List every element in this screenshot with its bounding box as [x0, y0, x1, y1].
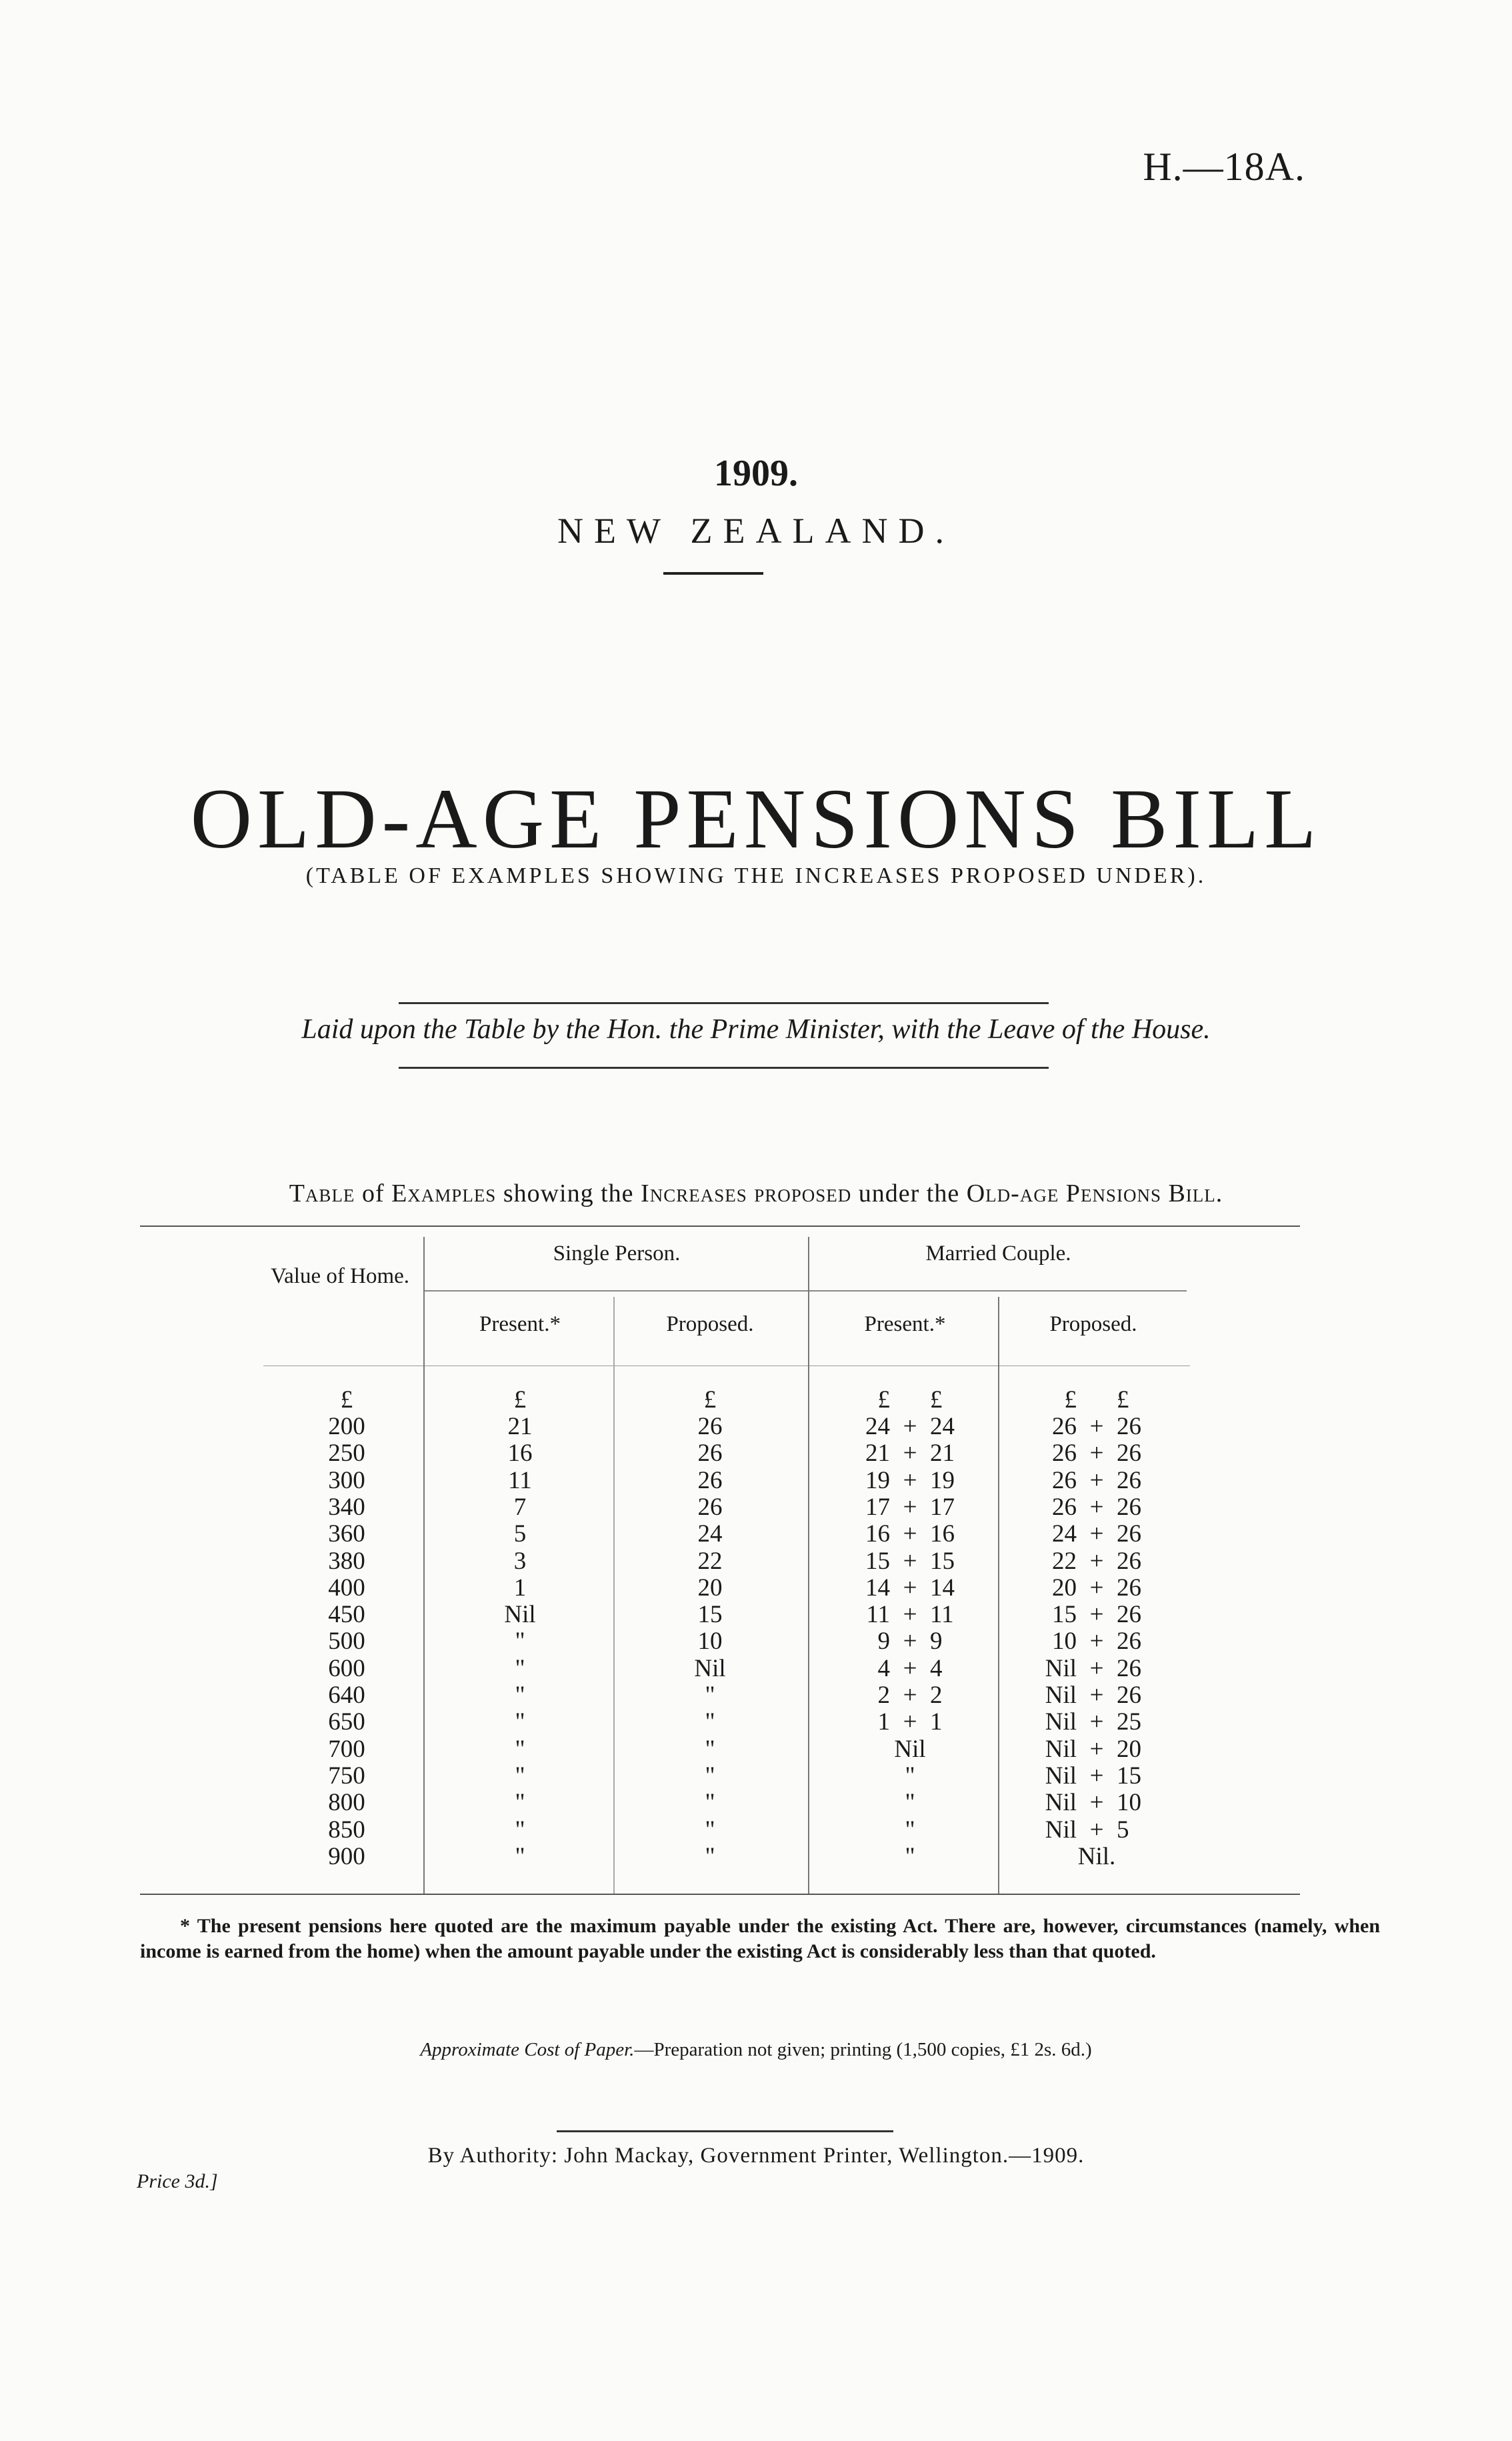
header-subrule [423, 1290, 1187, 1292]
cell-home-value: 340 [328, 1494, 365, 1521]
cell-home-value: 650 [328, 1708, 365, 1736]
married-amount-left: Nil [1045, 1762, 1077, 1790]
married-amount-left: Nil [1045, 1682, 1077, 1709]
married-operator: " [905, 1816, 915, 1844]
cell-single-proposed: " [705, 1682, 715, 1709]
cell-single-present: " [515, 1682, 525, 1709]
currency-left: £ [1064, 1386, 1077, 1414]
cell-home-value: 400 [328, 1574, 365, 1602]
cell-home-value: 800 [328, 1789, 365, 1816]
cell-single-proposed: " [705, 1762, 715, 1790]
currency-home: £ [340, 1386, 353, 1414]
caption-text: under the [858, 1179, 960, 1207]
married-amount-left: 26 [1052, 1413, 1077, 1440]
currency-right: £ [930, 1386, 943, 1414]
cell-married-proposed [1017, 1440, 1177, 1467]
married-operator: + [1089, 1736, 1104, 1763]
bill-title: OLD-AGE PENSIONS BILL [190, 771, 1322, 866]
married-amount-left: Nil [1045, 1736, 1077, 1763]
married-amount-left: 15 [865, 1548, 890, 1575]
cell-single-proposed: 24 [697, 1520, 723, 1548]
married-amount-right: 4 [930, 1655, 943, 1682]
cell-home-value: 360 [328, 1520, 365, 1548]
married-amount-right: 19 [930, 1467, 955, 1494]
header-married-proposed: Proposed. [1049, 1312, 1137, 1336]
header-single-person: Single Person. [553, 1242, 681, 1266]
married-amount-left: 16 [865, 1520, 890, 1548]
married-operator: + [903, 1440, 917, 1467]
married-amount-right: 2 [930, 1682, 943, 1709]
cell-single-proposed: 26 [697, 1467, 723, 1494]
married-amount-right: 26 [1117, 1682, 1141, 1709]
married-amount-left: 17 [865, 1494, 890, 1521]
cell-married-proposed [1017, 1548, 1177, 1575]
married-operator: + [903, 1494, 917, 1521]
caption-text: of [361, 1179, 385, 1207]
married-amount-left: Nil [1045, 1816, 1077, 1844]
married-amount-left: 10 [1052, 1628, 1077, 1655]
cell-married-present [830, 1602, 990, 1628]
cell-single-proposed: 26 [697, 1413, 723, 1440]
cell-single-present: " [515, 1628, 525, 1655]
married-operator: + [1089, 1682, 1104, 1709]
cell-married-proposed [1017, 1709, 1177, 1736]
cell-married-proposed [1017, 1628, 1177, 1655]
cell-married-proposed [1017, 1414, 1177, 1440]
laid-upon-table-note: Laid upon the Table by the Hon. the Prime Minister, with the Leave of the House. [301, 1014, 1211, 1045]
cell-married-proposed [1017, 1844, 1177, 1870]
married-operator: + [1089, 1628, 1104, 1655]
printer-authority: By Authority: John Mackay, Government Printer, Wellington.—1909. [427, 2144, 1085, 2168]
married-amount-left: 21 [865, 1440, 890, 1467]
cell-single-present: 3 [513, 1548, 527, 1575]
cell-single-present: " [515, 1736, 525, 1763]
price-note: Price 3d.] [137, 2170, 218, 2192]
cell-single-proposed: 22 [697, 1548, 723, 1575]
married-amount-left: Nil [1045, 1708, 1077, 1736]
married-amount-right: 14 [930, 1574, 955, 1602]
cell-single-present: " [515, 1655, 525, 1682]
cell-married-present [830, 1521, 990, 1548]
cell-single-present: " [515, 1762, 525, 1790]
bill-subtitle: (TABLE OF EXAMPLES SHOWING THE INCREASES PROPOSED UNDER). [305, 863, 1207, 888]
cell-home-value: 700 [328, 1736, 365, 1763]
header-married-present: Present.* [864, 1312, 946, 1336]
cell-home-value: 450 [328, 1601, 365, 1628]
currency-married-present [830, 1387, 990, 1414]
cost-text: —Preparation not given; printing (1,500 copies, £1 2s. 6d.) [634, 2039, 1092, 2060]
married-amount-right: 11 [930, 1601, 954, 1628]
married-amount-right: 24 [930, 1413, 955, 1440]
married-operator: + [903, 1655, 917, 1682]
married-amount-right: 20 [1117, 1736, 1141, 1763]
footnote: * The present pensions here quoted are the maximum payable under the existing Act. There are, however, circumstances (namely, when income is earned from the home) when the amount payable under the existing Act is considerably less than that quoted. [140, 1915, 1380, 1962]
cell-married-proposed [1017, 1575, 1177, 1602]
married-operator: + [903, 1574, 917, 1602]
married-amount-right: 26 [1117, 1467, 1141, 1494]
currency-single-present: £ [513, 1386, 527, 1414]
cell-married-present [830, 1575, 990, 1602]
caption-word: Old-age Pensions Bill [966, 1179, 1216, 1207]
cell-married-present [830, 1709, 990, 1736]
cell-married-present [830, 1763, 990, 1790]
caption-text: . [1215, 1179, 1223, 1207]
married-operator: + [1089, 1655, 1104, 1682]
cell-single-present: 16 [507, 1440, 533, 1467]
header-value-of-home: Value of Home. [270, 1264, 410, 1288]
cell-home-value: 500 [328, 1628, 365, 1655]
header-married-couple: Married Couple. [925, 1242, 1071, 1266]
cell-home-value: 380 [328, 1548, 365, 1575]
header-single-present: Present.* [479, 1312, 561, 1336]
married-amount-left: Nil [1045, 1655, 1077, 1682]
married-operator: + [1089, 1789, 1104, 1816]
married-operator: + [903, 1467, 917, 1494]
cell-married-proposed [1017, 1602, 1177, 1628]
caption-word: Increases proposed [641, 1179, 852, 1207]
cell-home-value: 200 [328, 1413, 365, 1440]
currency-right: £ [1117, 1386, 1129, 1414]
married-amount-left: 2 [877, 1682, 890, 1709]
married-amount-right: 15 [1117, 1762, 1141, 1790]
cell-single-proposed: Nil [694, 1655, 726, 1682]
cell-single-proposed: 15 [697, 1601, 723, 1628]
cell-married-proposed [1017, 1468, 1177, 1494]
country-heading: NEW ZEALAND. [557, 511, 955, 551]
married-amount-left: 24 [865, 1413, 890, 1440]
cell-home-value: 300 [328, 1467, 365, 1494]
cell-married-present [830, 1817, 990, 1844]
cost-label: Approximate Cost of Paper. [420, 2039, 635, 2060]
married-amount-right: 26 [1117, 1413, 1141, 1440]
cell-married-proposed [1017, 1521, 1177, 1548]
cell-married-present [830, 1414, 990, 1440]
cell-married-present [830, 1628, 990, 1655]
married-operator: + [903, 1708, 917, 1736]
cell-married-proposed [1017, 1736, 1177, 1763]
married-operator: + [1089, 1548, 1104, 1575]
married-operator: + [1089, 1574, 1104, 1602]
currency-single-proposed: £ [703, 1386, 717, 1414]
table-bottom-rule [140, 1894, 1300, 1895]
married-operator: + [1089, 1440, 1104, 1467]
married-amount-left: 26 [1052, 1440, 1077, 1467]
married-amount-right: 26 [1117, 1520, 1141, 1548]
cell-single-proposed: 10 [697, 1628, 723, 1655]
married-amount-right: 25 [1117, 1708, 1141, 1736]
cell-single-present: 5 [513, 1520, 527, 1548]
cell-married-present [830, 1656, 990, 1682]
married-operator: + [1089, 1816, 1104, 1844]
married-amount-right: 17 [930, 1494, 955, 1521]
married-amount-left: 11 [866, 1601, 890, 1628]
caption-text: showing the [503, 1179, 634, 1207]
married-amount-left: 4 [877, 1655, 890, 1682]
cell-married-present [830, 1844, 990, 1870]
married-amount-left: 1 [877, 1708, 890, 1736]
cell-single-present: " [515, 1843, 525, 1870]
married-amount-right: 5 [1117, 1816, 1129, 1844]
married-amount-right: 26 [1117, 1628, 1141, 1655]
cell-single-proposed: 20 [697, 1574, 723, 1602]
cell-single-present: Nil [504, 1601, 536, 1628]
cell-single-proposed: 26 [697, 1440, 723, 1467]
married-amount-left: 15 [1052, 1601, 1077, 1628]
table-top-rule [140, 1226, 1300, 1227]
married-operator: + [1089, 1762, 1104, 1790]
cell-home-value: 750 [328, 1762, 365, 1790]
cell-single-present: 7 [513, 1494, 527, 1521]
married-operator: + [903, 1548, 917, 1575]
married-amount-left: 26 [1052, 1467, 1077, 1494]
cell-home-value: 850 [328, 1816, 365, 1844]
cell-single-present: " [515, 1708, 525, 1736]
column-divider [423, 1237, 425, 1894]
divider [663, 572, 763, 575]
cell-married-present [830, 1440, 990, 1467]
cell-married-present [830, 1682, 990, 1709]
married-operator: + [1089, 1494, 1104, 1521]
cell-single-present: 11 [508, 1467, 532, 1494]
cell-home-value: 250 [328, 1440, 365, 1467]
divider [399, 1067, 1049, 1069]
cell-married-proposed [1017, 1763, 1177, 1790]
column-divider [613, 1297, 615, 1894]
married-operator: + [1089, 1413, 1104, 1440]
cell-married-present [830, 1494, 990, 1521]
married-operator: Nil [894, 1736, 926, 1763]
cell-home-value: 640 [328, 1682, 365, 1709]
married-operator: + [903, 1601, 917, 1628]
married-amount-left: 19 [865, 1467, 890, 1494]
married-amount-right: 15 [930, 1548, 955, 1575]
cell-single-proposed: " [705, 1843, 715, 1870]
cell-home-value: 600 [328, 1655, 365, 1682]
married-operator: + [1089, 1708, 1104, 1736]
cell-single-proposed: " [705, 1708, 715, 1736]
married-operator: + [903, 1413, 917, 1440]
married-amount-left: 26 [1052, 1494, 1077, 1521]
cell-single-proposed: 26 [697, 1494, 723, 1521]
year-heading: 1909. [714, 453, 798, 494]
caption-word: Examples [391, 1179, 497, 1207]
document-code: H.—18A. [1143, 145, 1305, 189]
married-amount-right: 26 [1117, 1440, 1141, 1467]
married-amount-left: Nil [1045, 1789, 1077, 1816]
cell-married-present [830, 1468, 990, 1494]
cell-single-proposed: " [705, 1816, 715, 1844]
cell-single-present: " [515, 1816, 525, 1844]
married-amount-right: 26 [1117, 1655, 1141, 1682]
married-amount-left: 14 [865, 1574, 890, 1602]
currency-married-proposed [1017, 1387, 1177, 1414]
cost-line [0, 2039, 1512, 2061]
cell-single-proposed: " [705, 1789, 715, 1816]
cell-single-proposed: " [705, 1736, 715, 1763]
married-amount-right: 26 [1117, 1601, 1141, 1628]
cell-single-present: 1 [513, 1574, 527, 1602]
married-operator: + [903, 1682, 917, 1709]
married-amount-right: 26 [1117, 1574, 1141, 1602]
married-amount-left: 22 [1052, 1548, 1077, 1575]
married-amount-left: 9 [877, 1628, 890, 1655]
cell-married-proposed [1017, 1790, 1177, 1816]
married-operator: " [905, 1843, 915, 1870]
cell-married-present [830, 1548, 990, 1575]
married-amount-right: 26 [1117, 1494, 1141, 1521]
married-operator: " [905, 1789, 915, 1816]
column-divider [998, 1297, 999, 1894]
currency-left: £ [877, 1386, 890, 1414]
married-operator: + [903, 1520, 917, 1548]
table-caption [0, 1179, 1512, 1208]
cell-married-present [830, 1790, 990, 1816]
caption-word: Table [289, 1179, 355, 1207]
cell-married-proposed [1017, 1656, 1177, 1682]
married-amount-right: 10 [1117, 1789, 1141, 1816]
cell-single-present: 21 [507, 1413, 533, 1440]
cell-married-proposed [1017, 1817, 1177, 1844]
column-divider [808, 1237, 809, 1894]
married-operator: Nil. [1077, 1843, 1116, 1870]
married-amount-left: 24 [1052, 1520, 1077, 1548]
cell-married-present [830, 1736, 990, 1763]
cell-married-proposed [1017, 1494, 1177, 1521]
married-amount-right: 16 [930, 1520, 955, 1548]
cell-married-proposed [1017, 1682, 1177, 1709]
divider [557, 2130, 893, 2132]
married-amount-left: 20 [1052, 1574, 1077, 1602]
married-amount-right: 26 [1117, 1548, 1141, 1575]
married-operator: " [905, 1762, 915, 1790]
married-amount-right: 9 [930, 1628, 943, 1655]
married-amount-right: 1 [930, 1708, 943, 1736]
married-operator: + [1089, 1467, 1104, 1494]
cell-home-value: 900 [328, 1843, 365, 1870]
header-single-proposed: Proposed. [666, 1312, 754, 1336]
married-operator: + [1089, 1601, 1104, 1628]
cell-single-present: " [515, 1789, 525, 1816]
married-amount-right: 21 [930, 1440, 955, 1467]
married-operator: + [1089, 1520, 1104, 1548]
married-operator: + [903, 1628, 917, 1655]
divider [399, 1002, 1049, 1004]
